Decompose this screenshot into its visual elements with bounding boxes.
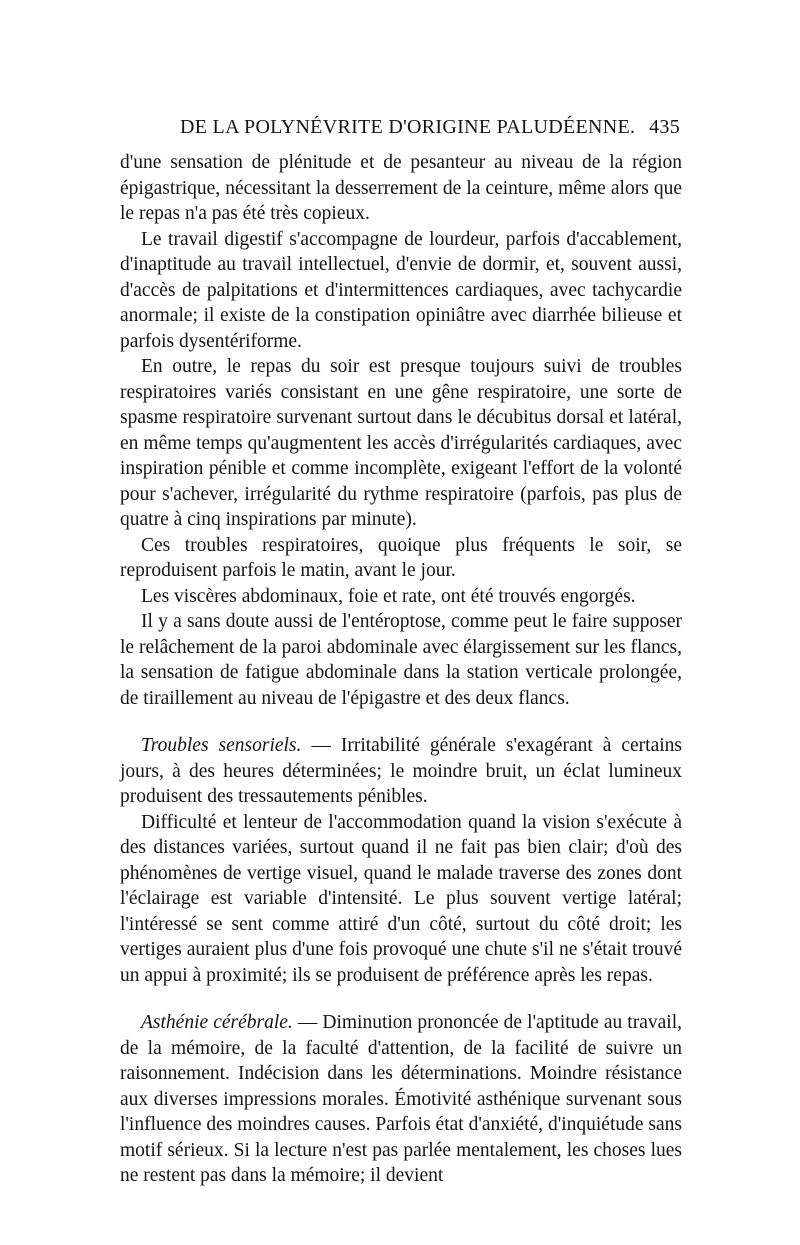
paragraph-digestive-work: Le travail digestif s'accompagne de lourdeur, parfois d'accablement, d'inaptitude au travail intellectuel, d'envie de dormir, et, souvent aussi, d'accès de palpitations et d'intermittences cardiaques, avec tachycardie anormale; il existe de la constipation opiniâtre avec diarrhée bilieuse et parfois dysentériforme.: [120, 228, 682, 352]
section-troubles-lead-text: — Irritabilité générale s'exagérant à certains jours, à des heures déterminées; le moindre bruit, un éclat lumineux produisent des tressautements pénibles.: [120, 735, 682, 807]
paragraph-respiratory-troubles: En outre, le repas du soir est presque toujours suivi de troubles respiratoires variés consistant en une gêne respiratoire, une sorte de spasme respiratoire survenant surtout dans le décubitus dorsal et latéral, en même temps qu'augmentent les accès d'irrégularités cardiaques, avec inspiration pénible et comme incomplète, exigeant l'effort de la volonté pour s'achever, irrégularité du rythme respiratoire (parfois, pas plus de quatre à cinq inspirations par minute).: [120, 356, 682, 530]
paragraph-abdominal-viscera: Les viscères abdominaux, foie et rate, ont été trouvés engorgés.: [141, 585, 636, 607]
page-number: 435: [649, 116, 680, 138]
section-asthenie-text: — Diminution prononcée de l'aptitude au travail, de la mémoire, de la faculté d'attention, de la facilité de suivre un raisonnement. Indécision dans les déterminations. Moindre résistance aux diverses impressions morales. Émotivité asthénique survenant sous l'influence des moindres causes. Parfois état d'anxiété, d'inquiétude sans motif sérieux. Si la lecture n'est pas parlée mentalement, les choses lues ne restent pas dans la mémoire; il devient: [120, 1012, 682, 1186]
section-troubles-sensoriels: [120, 733, 682, 810]
paragraph-morning-recurrence: Ces troubles respiratoires, quoique plus fréquents le soir, se reproduisent parfois le matin, avant le jour.: [120, 534, 682, 581]
running-title: DE LA POLYNÉVRITE D'ORIGINE PALUDÉENNE.: [180, 116, 636, 138]
section-asthenie-cerebrale: [120, 1010, 682, 1189]
section-spacer: [120, 988, 682, 1010]
page-body: [120, 150, 682, 1189]
paragraph-accommodation: Difficulté et lenteur de l'accommodation quand la vision s'exécute à des distances variées, surtout quand il ne fait pas bien clair; d'où des phénomènes de vertige visuel, quand le malade traverse des zones dont l'éclairage est variable d'intensité. Le plus souvent vertige latéral; l'intéressé se sent comme attiré d'un côté, surtout du côté droit; les vertiges auraient plus d'une fois provoqué une chute s'il ne s'était trouvé un appui à proximité; ils se produisent de préférence après les repas.: [120, 811, 682, 986]
section-heading-troubles: Troubles sensoriels.: [141, 735, 302, 756]
section-heading-asthenie: Asthénie cérébrale.: [141, 1012, 293, 1033]
paragraph-enteroptosis: Il y a sans doute aussi de l'entéroptose, comme peut le faire supposer le relâchement de la paroi abdominale avec élargissement sur les flancs, la sensation de fatigue abdominale dans la station verticale prolongée, de tiraillement au niveau de l'épigastre et des deux flancs.: [120, 611, 682, 709]
paragraph-continuation: d'une sensation de plénitude et de pesanteur au niveau de la région épigastrique, nécessitant la desserrement de la ceinture, même alors que le repas n'a pas été très copieux.: [120, 152, 682, 224]
section-spacer: [120, 711, 682, 733]
